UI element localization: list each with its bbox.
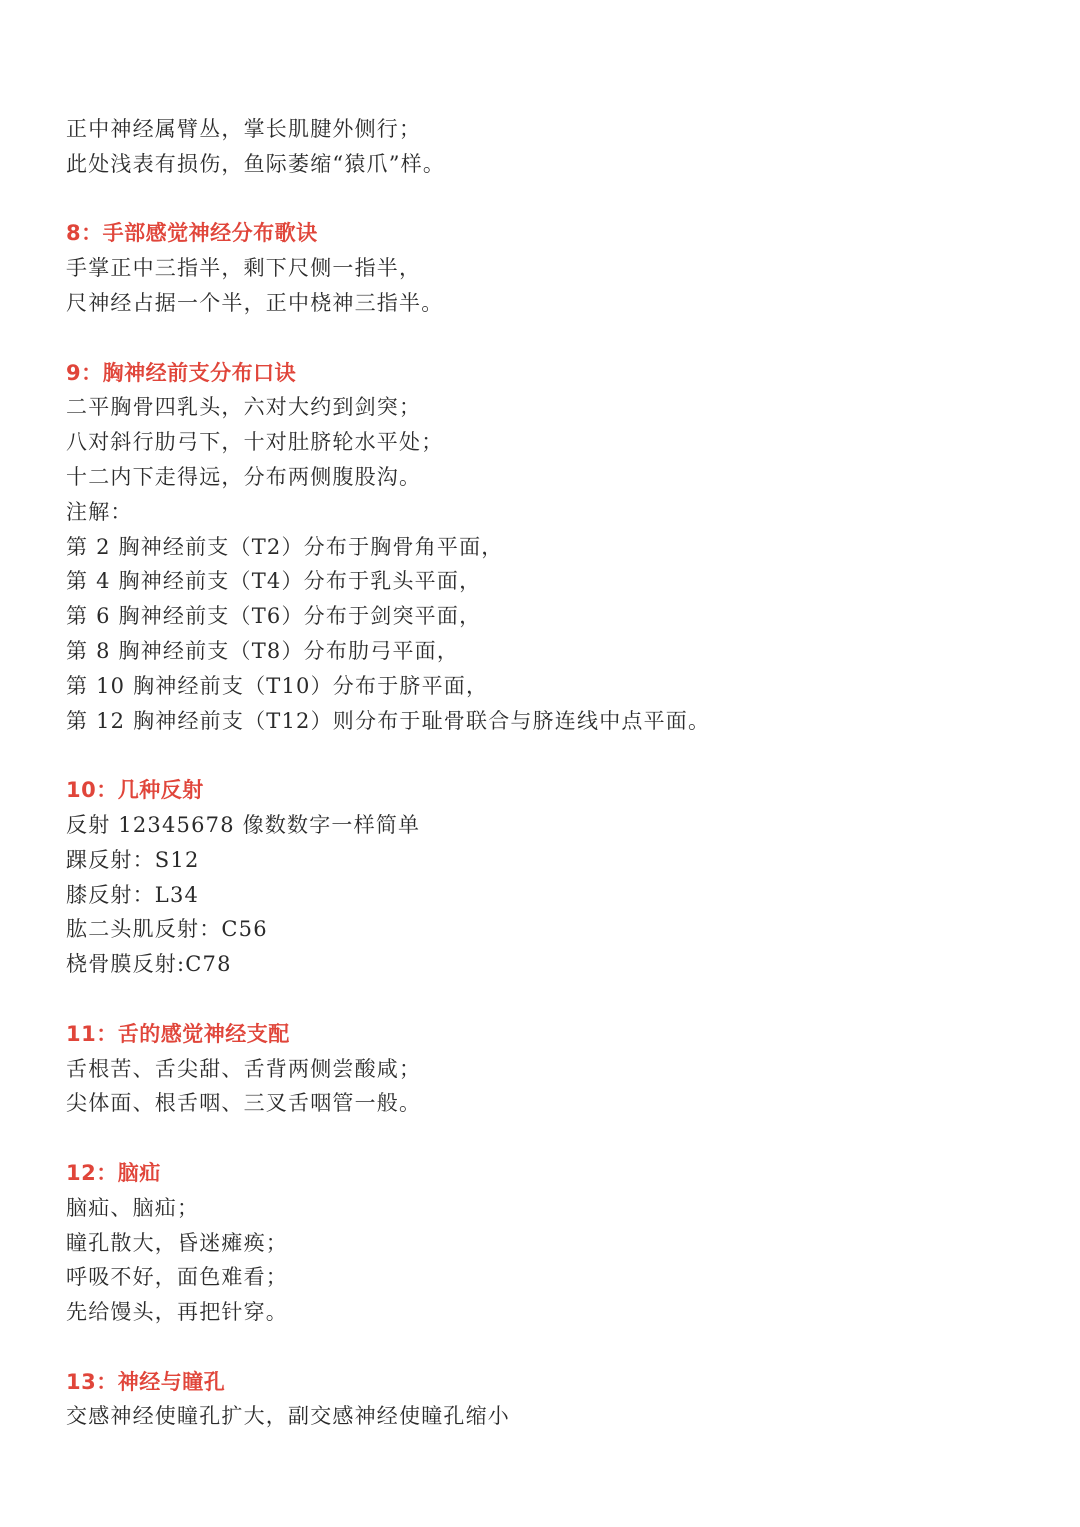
text-line: 尺神经占据一个半，正中桡神三指半。 (66, 290, 444, 315)
text-line: 第 10 胸神经前支（T10）分布于脐平面， (66, 673, 489, 698)
section-8 (66, 216, 1026, 320)
text-line: 正中神经属臂丛，掌长肌腱外侧行； (66, 117, 422, 141)
spacer (66, 982, 1026, 1017)
intro-block (66, 112, 1026, 182)
text-line: 第 4 胸神经前支（T4）分布于乳头平面， (66, 569, 482, 594)
spacer (66, 182, 1026, 217)
spacer (66, 1121, 1026, 1156)
text-line: 第 12 胸神经前支（T12）则分布于耻骨联合与脐连线中点平面。 (66, 708, 711, 733)
text-line: 第 2 胸神经前支（T2）分布于胸骨角平面， (66, 534, 504, 559)
text-line: 此处浅表有损伤，鱼际萎缩“猿爪”样。 (66, 151, 446, 176)
text-line: 第 8 胸神经前支（T8）分布肋弓平面， (66, 638, 460, 663)
section-heading: 12：脑疝 (66, 1160, 161, 1185)
spacer (66, 738, 1026, 773)
section-heading: 11：舌的感觉神经支配 (66, 1021, 290, 1046)
spacer (66, 1330, 1026, 1365)
section-10 (66, 773, 1026, 982)
section-9 (66, 356, 1026, 739)
text-line: 舌根苦、舌尖甜、舌背两侧尝酸咸； (66, 1056, 422, 1081)
document-page (66, 112, 1026, 1434)
text-line: 踝反射：S12 (66, 847, 200, 872)
text-line: 十二内下走得远，分布两侧腹股沟。 (66, 464, 422, 489)
spacer (66, 321, 1026, 356)
section-heading: 9：胸神经前支分布口诀 (66, 360, 297, 385)
text-line: 交感神经使瞳孔扩大，副交感神经使瞳孔缩小 (66, 1404, 510, 1429)
text-line: 第 6 胸神经前支（T6）分布于剑突平面， (66, 604, 482, 629)
note-label: 注解： (66, 499, 133, 524)
text-line: 肱二头肌反射：C56 (66, 917, 268, 942)
section-13 (66, 1365, 1026, 1435)
text-line: 瞳孔散大，昏迷瘫痪； (66, 1230, 288, 1255)
text-line: 桡骨膜反射:C78 (66, 952, 232, 977)
text-line: 尖体面、根舌咽、三叉舌咽管一般。 (66, 1091, 422, 1116)
text-line: 反射 12345678 像数数字一样简单 (66, 812, 421, 837)
section-heading: 13：神经与瞳孔 (66, 1369, 226, 1394)
text-line: 手掌正中三指半，剩下尺侧一指半， (66, 256, 422, 281)
text-line: 膝反射：L34 (66, 882, 200, 907)
text-line: 呼吸不好，面色难看； (66, 1265, 288, 1290)
text-line: 八对斜行肋弓下，十对肚脐轮水平处； (66, 430, 444, 455)
text-line: 脑疝、脑疝； (66, 1195, 200, 1220)
text-line: 二平胸骨四乳头，六对大约到剑突； (66, 395, 422, 420)
section-12 (66, 1156, 1026, 1330)
section-heading: 8：手部感觉神经分布歌诀 (66, 221, 318, 246)
text-line: 先给馒头，再把针穿。 (66, 1300, 288, 1325)
section-heading: 10：几种反射 (66, 778, 204, 803)
section-11 (66, 1017, 1026, 1121)
